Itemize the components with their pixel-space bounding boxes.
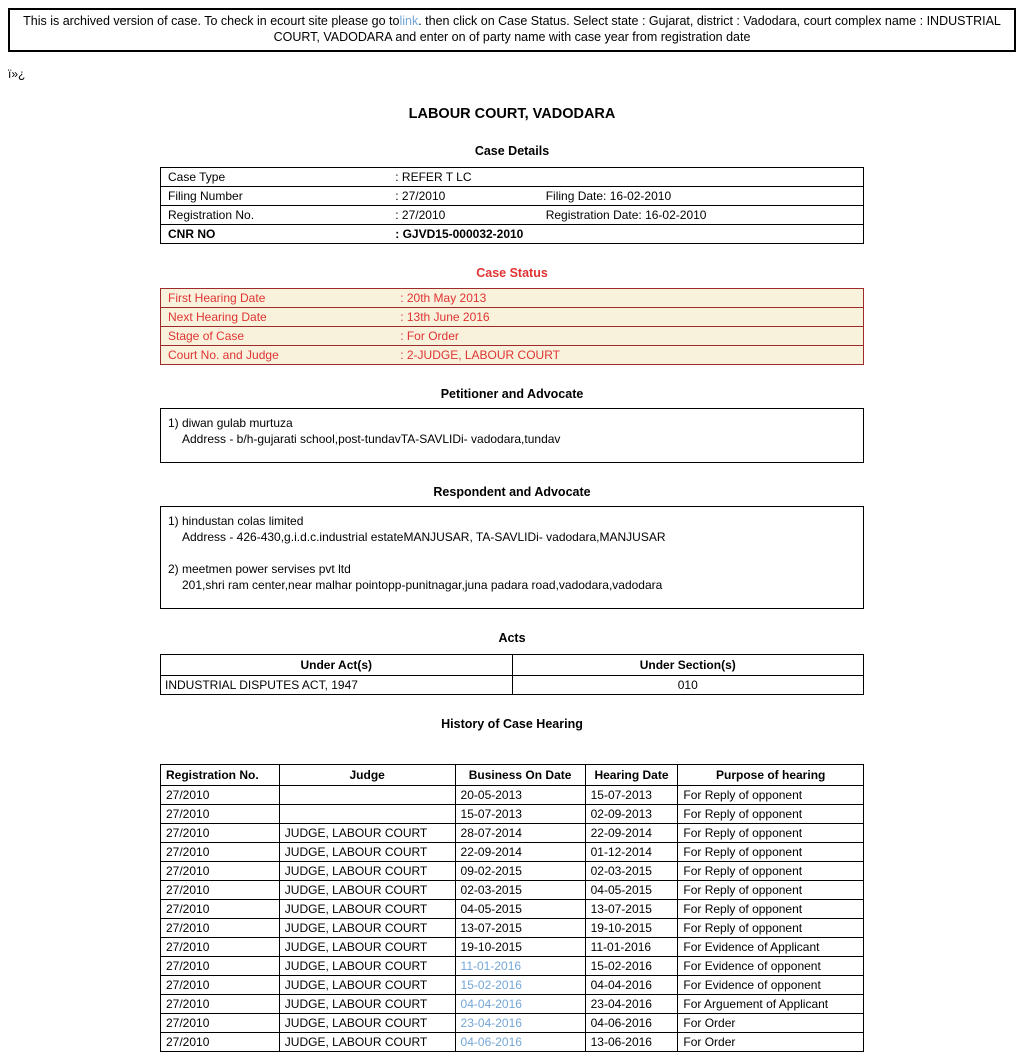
cnr-no-label: CNR NO: [168, 227, 216, 241]
history-table: [160, 764, 864, 1052]
business-on-date-cell: 04-05-2015: [455, 900, 585, 919]
business-on-date-cell: 20-05-2013: [455, 786, 585, 805]
history-row: [161, 995, 864, 1014]
hearing-date-column-header: Hearing Date: [585, 765, 678, 786]
registration-no-label: Registration No.: [168, 208, 255, 222]
purpose-cell: For Reply of opponent: [678, 805, 864, 824]
case-details-row: [161, 225, 864, 244]
history-row: [161, 900, 864, 919]
purpose-column-header: Purpose of hearing: [678, 765, 864, 786]
under-acts-column-header: Under Act(s): [161, 655, 513, 676]
hearing-date-cell: 04-06-2016: [585, 1014, 678, 1033]
hearing-date-cell: 04-05-2015: [585, 881, 678, 900]
case-status-table: [160, 288, 864, 365]
judge-cell: JUDGE, LABOUR COURT: [279, 824, 455, 843]
business-on-date-cell: 22-09-2014: [455, 843, 585, 862]
first-hearing-date-label: First Hearing Date: [168, 291, 266, 305]
business-on-date-cell: 28-07-2014: [455, 824, 585, 843]
filing-date-value: Filing Date: 16-02-2010: [545, 189, 672, 203]
main-content: [160, 106, 864, 1052]
purpose-cell: For Reply of opponent: [678, 824, 864, 843]
judge-cell: JUDGE, LABOUR COURT: [279, 1033, 455, 1052]
banner-text-after-link: . then click on Case Status. Select state : Gujarat, district : Vadodara, court complex name : INDUSTRIAL COURT, VADODARA and enter on of party name with case year from registration date: [273, 14, 1001, 44]
purpose-cell: For Reply of opponent: [678, 862, 864, 881]
judge-cell: JUDGE, LABOUR COURT: [279, 938, 455, 957]
registration-no-cell: 27/2010: [161, 881, 280, 900]
registration-no-cell: 27/2010: [161, 976, 280, 995]
respondent-gap: [167, 545, 857, 561]
registration-no-cell: 27/2010: [161, 919, 280, 938]
history-row: [161, 919, 864, 938]
case-details-table: [160, 167, 864, 244]
history-row: [161, 1014, 864, 1033]
business-on-date-cell: 09-02-2015: [455, 862, 585, 881]
under-sections-column-header: Under Section(s): [512, 655, 864, 676]
registration-no-cell: 27/2010: [161, 1033, 280, 1052]
case-status-row: [161, 327, 864, 346]
purpose-cell: For Reply of opponent: [678, 843, 864, 862]
case-type-value: : REFER T LC: [395, 170, 472, 184]
purpose-cell: For Evidence of Applicant: [678, 938, 864, 957]
business-on-date-link[interactable]: 04-04-2016: [455, 995, 585, 1014]
registration-no-column-header: Registration No.: [161, 765, 280, 786]
registration-no-cell: 27/2010: [161, 786, 280, 805]
business-on-date-cell: 13-07-2015: [455, 919, 585, 938]
registration-no-cell: 27/2010: [161, 957, 280, 976]
judge-cell: JUDGE, LABOUR COURT: [279, 995, 455, 1014]
registration-no-cell: 27/2010: [161, 900, 280, 919]
hearing-date-cell: 13-06-2016: [585, 1033, 678, 1052]
court-no-judge-value: : 2-JUDGE, LABOUR COURT: [400, 348, 560, 362]
judge-cell: JUDGE, LABOUR COURT: [279, 881, 455, 900]
judge-cell: JUDGE, LABOUR COURT: [279, 1014, 455, 1033]
stage-of-case-value: : For Order: [400, 329, 459, 343]
case-type-label: Case Type: [168, 170, 226, 184]
hearing-date-cell: 13-07-2015: [585, 900, 678, 919]
business-on-date-link[interactable]: 04-06-2016: [455, 1033, 585, 1052]
act-section-cell: 010: [512, 676, 864, 695]
history-row: [161, 805, 864, 824]
case-status-row: [161, 308, 864, 327]
petitioner-box: [160, 408, 864, 463]
case-status-row: [161, 346, 864, 365]
respondent-box: [160, 506, 864, 609]
acts-header-row: [161, 655, 864, 676]
history-row: [161, 881, 864, 900]
history-row: [161, 824, 864, 843]
history-row: [161, 976, 864, 995]
business-on-date-column-header: Business On Date: [455, 765, 585, 786]
purpose-cell: For Reply of opponent: [678, 900, 864, 919]
hearing-date-cell: 23-04-2016: [585, 995, 678, 1014]
history-row: [161, 1033, 864, 1052]
registration-no-cell: 27/2010: [161, 1014, 280, 1033]
judge-cell: JUDGE, LABOUR COURT: [279, 900, 455, 919]
cnr-no-value: : GJVD15-000032-2010: [395, 227, 524, 241]
archive-notice-banner: [8, 8, 1016, 52]
purpose-cell: For Arguement of Applicant: [678, 995, 864, 1014]
cnr-no-extra: [539, 225, 864, 244]
stage-of-case-label: Stage of Case: [168, 329, 245, 343]
hearing-date-cell: 19-10-2015: [585, 919, 678, 938]
petitioner-heading: Petitioner and Advocate: [440, 387, 584, 401]
case-type-extra: [539, 168, 864, 187]
registration-no-cell: 27/2010: [161, 805, 280, 824]
business-on-date-link[interactable]: 11-01-2016: [455, 957, 585, 976]
act-name-cell: INDUSTRIAL DISPUTES ACT, 1947: [161, 676, 513, 695]
court-no-judge-label: Court No. and Judge: [168, 348, 279, 362]
hearing-date-cell: 02-09-2013: [585, 805, 678, 824]
banner-text-before-link: This is archived version of case. To check in ecourt site please go to: [23, 14, 400, 28]
acts-heading: Acts: [498, 631, 526, 645]
registration-no-cell: 27/2010: [161, 824, 280, 843]
purpose-cell: For Reply of opponent: [678, 786, 864, 805]
hearing-date-cell: 04-04-2016: [585, 976, 678, 995]
registration-date-value: Registration Date: 16-02-2010: [545, 208, 707, 222]
registration-no-cell: 27/2010: [161, 995, 280, 1014]
judge-cell: JUDGE, LABOUR COURT: [279, 862, 455, 881]
hearing-date-cell: 01-12-2014: [585, 843, 678, 862]
hearing-date-cell: 15-07-2013: [585, 786, 678, 805]
respondent-heading: Respondent and Advocate: [433, 485, 591, 499]
business-on-date-link[interactable]: 15-02-2016: [455, 976, 585, 995]
respondent-2-address: 201,shri ram center,near malhar pointopp-punitnagar,juna padara road,vadodara,vadodara: [182, 578, 663, 592]
registration-no-value: : 27/2010: [395, 208, 446, 222]
hearing-date-cell: 15-02-2016: [585, 957, 678, 976]
history-row: [161, 843, 864, 862]
purpose-cell: For Order: [678, 1033, 864, 1052]
case-details-row: [161, 206, 864, 225]
petitioner-address: Address - b/h-gujarati school,post-tundavTA-SAVLIDi- vadodara,tundav: [182, 432, 561, 446]
case-status-heading: Case Status: [476, 266, 548, 280]
case-details-row: [161, 187, 864, 206]
next-hearing-date-label: Next Hearing Date: [168, 310, 267, 324]
judge-cell: JUDGE, LABOUR COURT: [279, 976, 455, 995]
page: [0, 8, 1024, 1052]
case-status-row: [161, 289, 864, 308]
purpose-cell: For Evidence of opponent: [678, 957, 864, 976]
judge-cell: JUDGE, LABOUR COURT: [279, 919, 455, 938]
purpose-cell: For Reply of opponent: [678, 919, 864, 938]
business-on-date-cell: 02-03-2015: [455, 881, 585, 900]
purpose-cell: For Order: [678, 1014, 864, 1033]
business-on-date-cell: 19-10-2015: [455, 938, 585, 957]
history-row: [161, 786, 864, 805]
business-on-date-link[interactable]: 23-04-2016: [455, 1014, 585, 1033]
history-heading: History of Case Hearing: [441, 717, 583, 731]
registration-no-cell: 27/2010: [161, 862, 280, 881]
bom-artifact-text: ï»¿: [8, 67, 26, 81]
judge-cell: [279, 805, 455, 824]
acts-table: [160, 654, 864, 695]
purpose-cell: For Evidence of opponent: [678, 976, 864, 995]
judge-column-header: Judge: [279, 765, 455, 786]
hearing-date-cell: 02-03-2015: [585, 862, 678, 881]
history-row: [161, 938, 864, 957]
first-hearing-date-value: : 20th May 2013: [400, 291, 487, 305]
judge-cell: [279, 786, 455, 805]
business-on-date-cell: 15-07-2013: [455, 805, 585, 824]
judge-cell: JUDGE, LABOUR COURT: [279, 843, 455, 862]
filing-number-value: : 27/2010: [395, 189, 446, 203]
judge-cell: JUDGE, LABOUR COURT: [279, 957, 455, 976]
ecourt-link[interactable]: link: [399, 14, 419, 28]
respondent-1-name: 1) hindustan colas limited: [168, 514, 304, 528]
next-hearing-date-value: : 13th June 2016: [400, 310, 490, 324]
hearing-date-cell: 11-01-2016: [585, 938, 678, 957]
page-title: LABOUR COURT, VADODARA: [408, 106, 616, 122]
respondent-1-address: Address - 426-430,g.i.d.c.industrial estateMANJUSAR, TA-SAVLIDi- vadodara,MANJUSAR: [182, 530, 666, 544]
history-row: [161, 862, 864, 881]
hearing-date-cell: 22-09-2014: [585, 824, 678, 843]
registration-no-cell: 27/2010: [161, 843, 280, 862]
history-header-row: [161, 765, 864, 786]
petitioner-name: 1) diwan gulab murtuza: [168, 416, 293, 430]
purpose-cell: For Reply of opponent: [678, 881, 864, 900]
acts-data-row: [161, 676, 864, 695]
filing-number-label: Filing Number: [168, 189, 243, 203]
registration-no-cell: 27/2010: [161, 938, 280, 957]
respondent-2-name: 2) meetmen power servises pvt ltd: [168, 562, 351, 576]
case-details-heading: Case Details: [474, 144, 550, 158]
case-details-row: [161, 168, 864, 187]
